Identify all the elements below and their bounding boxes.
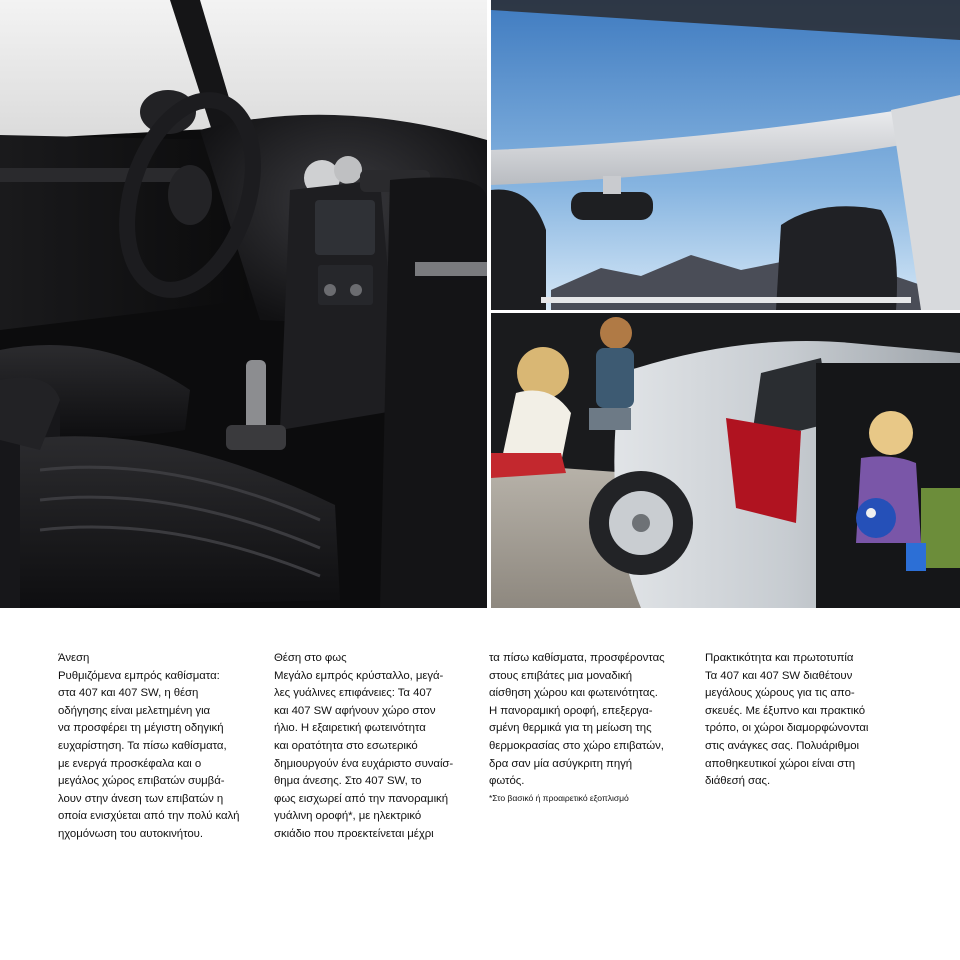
body-line: Μεγάλο εμπρός κρύσταλλο, μεγά- [274,669,444,682]
body-line: διάθεσή σας. [705,775,771,788]
column-light [274,650,474,844]
body-line: σμένη θερμικά για τη μείωση της [489,722,652,735]
body-line: αίσθηση χώρου και φωτεινότητας. [489,687,658,700]
family-at-car-photo [491,313,960,608]
body-line: γυάλινη οροφή*, με ηλεκτρικό [274,810,422,823]
body-line: ήλιο. Η εξαιρετική φωτεινότητα [274,722,426,735]
body-line: στους επιβάτες μια μοναδική [489,669,632,682]
body-line: δρα σαν μία ασύγκριτη πηγή [489,757,633,770]
body-line: φωτός. [489,775,525,788]
body-line: Τα 407 και 407 SW διαθέτουν [705,669,853,682]
body-line: μεγάλος χώρος επιβατών συμβά- [58,775,225,788]
body-line: σκιάδιο που προεκτείνεται μέχρι [274,827,434,840]
body-line: λουν στην άνεση των επιβατών η [58,792,224,805]
column-heading: Άνεση [58,652,90,664]
body-line: αποθηκευτικοί χώροι είναι στη [705,757,855,770]
body-line: φως εισχωρεί από την πανοραμική [274,792,448,805]
body-line: δημιουργούν ένα ευχάριστο συναίσ- [274,757,454,770]
body-line: ευχαρίστηση. Τα πίσω καθίσματα, [58,739,227,752]
body-line: ηχομόνωση του αυτοκινήτου. [58,827,203,840]
body-line: στα 407 και 407 SW, η θέση [58,687,199,700]
body-line: Ρυθμιζόμενα εμπρός καθίσματα: [58,669,220,682]
body-line: θερμοκρασίας στο χώρο επιβατών, [489,739,664,752]
family-illustration [491,313,960,608]
body-line: λες γυάλινες επιφάνειες: Τα 407 [274,687,432,700]
body-line: θημα άνεσης. Στο 407 SW, το [274,775,422,788]
body-line: και ορατότητα στο εσωτερικό [274,739,418,752]
body-line: και 407 SW αφήνουν χώρο στον [274,704,436,717]
panoramic-roof-photo [491,0,960,310]
body-line: να προσφέρει τη μέγιστη οδηγική [58,722,224,735]
interior-illustration [0,0,487,608]
body-line: στις ανάγκες σας. Πολυάριθμοι [705,739,860,752]
body-line: οδήγησης είναι μελετημένη για [58,704,211,717]
column-heading: Θέση στο φως [274,652,347,664]
body-line: σκευές. Με έξυπνο και πρακτικό [705,704,865,717]
interior-seats-photo [0,0,487,608]
column-comfort [58,650,258,844]
body-line: τα πίσω καθίσματα, προσφέροντας [489,652,665,664]
roof-illustration [491,0,960,310]
column-light-continued [489,650,689,805]
body-line: με ενεργά προσκέφαλα και ο [58,757,202,770]
text-section [0,608,960,960]
body-line: οποία ενισχύεται από την πολύ καλή [58,810,240,823]
column-practicality [705,650,905,791]
body-line: τρόπο, οι χώροι διαμορφώνονται [705,722,869,735]
footnote: *Στο βασικό ή προαιρετικό εξοπλισμό [489,792,629,803]
body-line: μεγάλους χώρους για τις απο- [705,687,855,700]
column-heading: Πρακτικότητα και πρωτοτυπία [705,652,854,664]
body-line: Η πανοραμική οροφή, επεξεργα- [489,704,653,717]
